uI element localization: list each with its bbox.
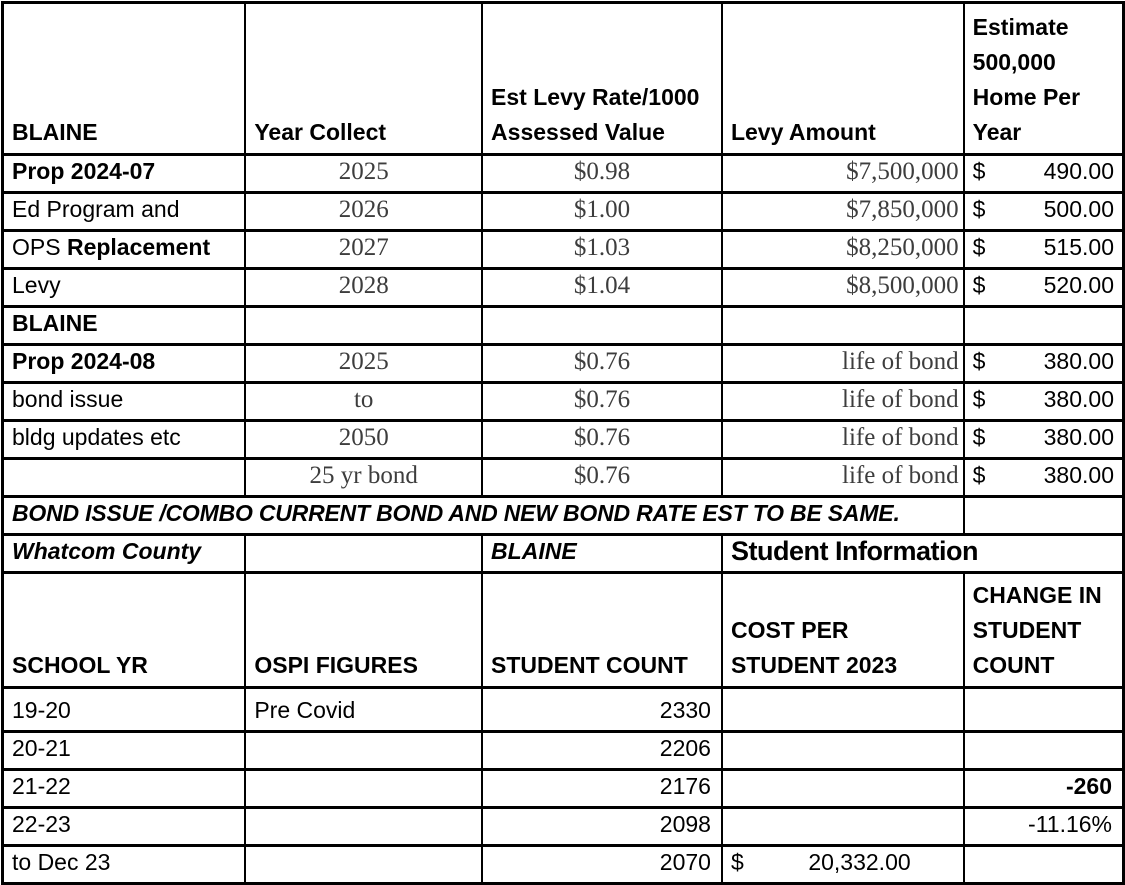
ospi-note-cell: Pre Covid (245, 688, 482, 732)
levy-rate-cell: $1.04 (482, 269, 722, 307)
student-row (3, 846, 1124, 884)
levy-label-cell: Prop 2024-08 (3, 345, 246, 383)
home-estimate-cell: $ 380.00 (964, 383, 1124, 421)
student-count-cell: 2330 (482, 688, 722, 732)
levy-label-cell: bond issue (3, 383, 246, 421)
levy-rate-cell: $0.98 (482, 155, 722, 193)
home-estimate-cell: $ 490.00 (964, 155, 1124, 193)
year-collect-cell: 2025 (245, 155, 482, 193)
levy-amount-cell: $7,850,000 (722, 193, 964, 231)
change-count-cell: -11.16% (964, 808, 1124, 846)
bond-note-row (3, 497, 1124, 535)
levy-rate-cell: $0.76 (482, 383, 722, 421)
levy-label-cell: BLAINE (3, 307, 246, 345)
change-count-cell: -260 (964, 770, 1124, 808)
home-estimate-cell: $ 380.00 (964, 345, 1124, 383)
district-label-cell: BLAINE (482, 535, 722, 573)
currency-symbol: $ (972, 196, 986, 222)
empty-cell (722, 307, 964, 345)
student-count-cell: 2176 (482, 770, 722, 808)
currency-symbol: $ (972, 386, 986, 412)
header-school-yr: SCHOOL YR (3, 573, 246, 688)
student-row (3, 770, 1124, 808)
levy-row (3, 269, 1124, 307)
levy-rate-cell: $0.76 (482, 459, 722, 497)
year-collect-cell: 2025 (245, 345, 482, 383)
school-year-cell: 20-21 (3, 732, 246, 770)
levy-row (3, 345, 1124, 383)
levy-label-cell: Prop 2024-07 (3, 155, 246, 193)
levy-label-cell: Ed Program and (3, 193, 246, 231)
year-collect-cell: 2050 (245, 421, 482, 459)
student-count-cell: 2206 (482, 732, 722, 770)
home-estimate-cell: $ 380.00 (964, 459, 1124, 497)
student-title-row (3, 535, 1124, 573)
levy-row (3, 459, 1124, 497)
home-estimate-cell: $ 500.00 (964, 193, 1124, 231)
levy-rate-cell: $0.76 (482, 421, 722, 459)
school-year-cell: 22-23 (3, 808, 246, 846)
header-levy-rate (482, 3, 722, 155)
empty-cell (245, 535, 482, 573)
change-count-cell (964, 688, 1124, 732)
currency-symbol: $ (972, 158, 986, 184)
student-row (3, 688, 1124, 732)
levy-amount-cell: life of bond (722, 421, 964, 459)
levy-row (3, 421, 1124, 459)
levy-rate-cell: $1.03 (482, 231, 722, 269)
home-estimate-cell: $ 380.00 (964, 421, 1124, 459)
levy-label-cell: bldg updates etc (3, 421, 246, 459)
levy-amount-cell: $8,500,000 (722, 269, 964, 307)
year-collect-cell: 2028 (245, 269, 482, 307)
header-levy-rate-line2: Assessed Value (491, 119, 665, 145)
spreadsheet-table (1, 1, 1125, 885)
currency-symbol: $ (972, 348, 986, 374)
school-year-cell: to Dec 23 (3, 846, 246, 884)
student-row (3, 732, 1124, 770)
currency-symbol: $ (730, 849, 744, 875)
levy-label-cell (3, 459, 246, 497)
school-year-cell: 19-20 (3, 688, 246, 732)
home-estimate-cell: $ 515.00 (964, 231, 1124, 269)
currency-symbol: $ (972, 462, 986, 488)
student-header-row (3, 573, 1124, 688)
section-divider-row (3, 307, 1124, 345)
ospi-note-cell (245, 808, 482, 846)
header-home-estimate: Estimate 500,000 Home Per Year (964, 3, 1124, 155)
cost-per-student-cell (722, 732, 964, 770)
ospi-note-cell (245, 770, 482, 808)
levy-amount-cell: life of bond (722, 345, 964, 383)
student-count-cell: 2070 (482, 846, 722, 884)
change-count-cell (964, 732, 1124, 770)
school-year-cell: 21-22 (3, 770, 246, 808)
levy-rate-cell: $0.76 (482, 345, 722, 383)
header-levy-amount: Levy Amount (722, 3, 964, 155)
levy-row (3, 193, 1124, 231)
currency-symbol: $ (972, 424, 986, 450)
levy-label-cell: OPS Replacement (3, 231, 246, 269)
year-collect-cell: 2027 (245, 231, 482, 269)
cost-per-student-cell (722, 770, 964, 808)
empty-cell (964, 497, 1124, 535)
bond-note-cell: BOND ISSUE /COMBO CURRENT BOND AND NEW BOND RATE EST TO BE SAME. (3, 497, 964, 535)
student-information-title: Student Information (722, 535, 1124, 573)
header-year-collect: Year Collect (245, 3, 482, 155)
header-district: BLAINE (3, 3, 246, 155)
levy-label-cell: Levy (3, 269, 246, 307)
cost-per-student-cell (722, 688, 964, 732)
region-label-cell: Whatcom County (3, 535, 246, 573)
empty-cell (964, 307, 1124, 345)
student-row (3, 808, 1124, 846)
year-collect-cell: 25 yr bond (245, 459, 482, 497)
ospi-note-cell (245, 846, 482, 884)
empty-cell (245, 307, 482, 345)
cost-per-student-cell (722, 808, 964, 846)
header-change-in-count: CHANGE IN STUDENT COUNT (964, 573, 1124, 688)
levy-row (3, 383, 1124, 421)
levy-row (3, 231, 1124, 269)
year-collect-cell: 2026 (245, 193, 482, 231)
cost-per-student-cell: $ 20,332.00 (722, 846, 964, 884)
levy-rate-cell: $1.00 (482, 193, 722, 231)
header-ospi-figures: OSPI FIGURES (245, 573, 482, 688)
levy-header-row (3, 3, 1124, 155)
change-count-cell (964, 846, 1124, 884)
currency-symbol: $ (972, 234, 986, 260)
year-collect-cell: to (245, 383, 482, 421)
header-levy-rate-line1: Est Levy Rate/1000 (491, 84, 700, 110)
ospi-note-cell (245, 732, 482, 770)
header-student-count: STUDENT COUNT (482, 573, 722, 688)
levy-amount-cell: life of bond (722, 459, 964, 497)
levy-amount-cell: $8,250,000 (722, 231, 964, 269)
empty-cell (482, 307, 722, 345)
home-estimate-cell: $ 520.00 (964, 269, 1124, 307)
student-count-cell: 2098 (482, 808, 722, 846)
levy-row (3, 155, 1124, 193)
levy-amount-cell: $7,500,000 (722, 155, 964, 193)
levy-amount-cell: life of bond (722, 383, 964, 421)
currency-symbol: $ (972, 272, 986, 298)
header-cost-per-student: COST PER STUDENT 2023 (722, 573, 964, 688)
